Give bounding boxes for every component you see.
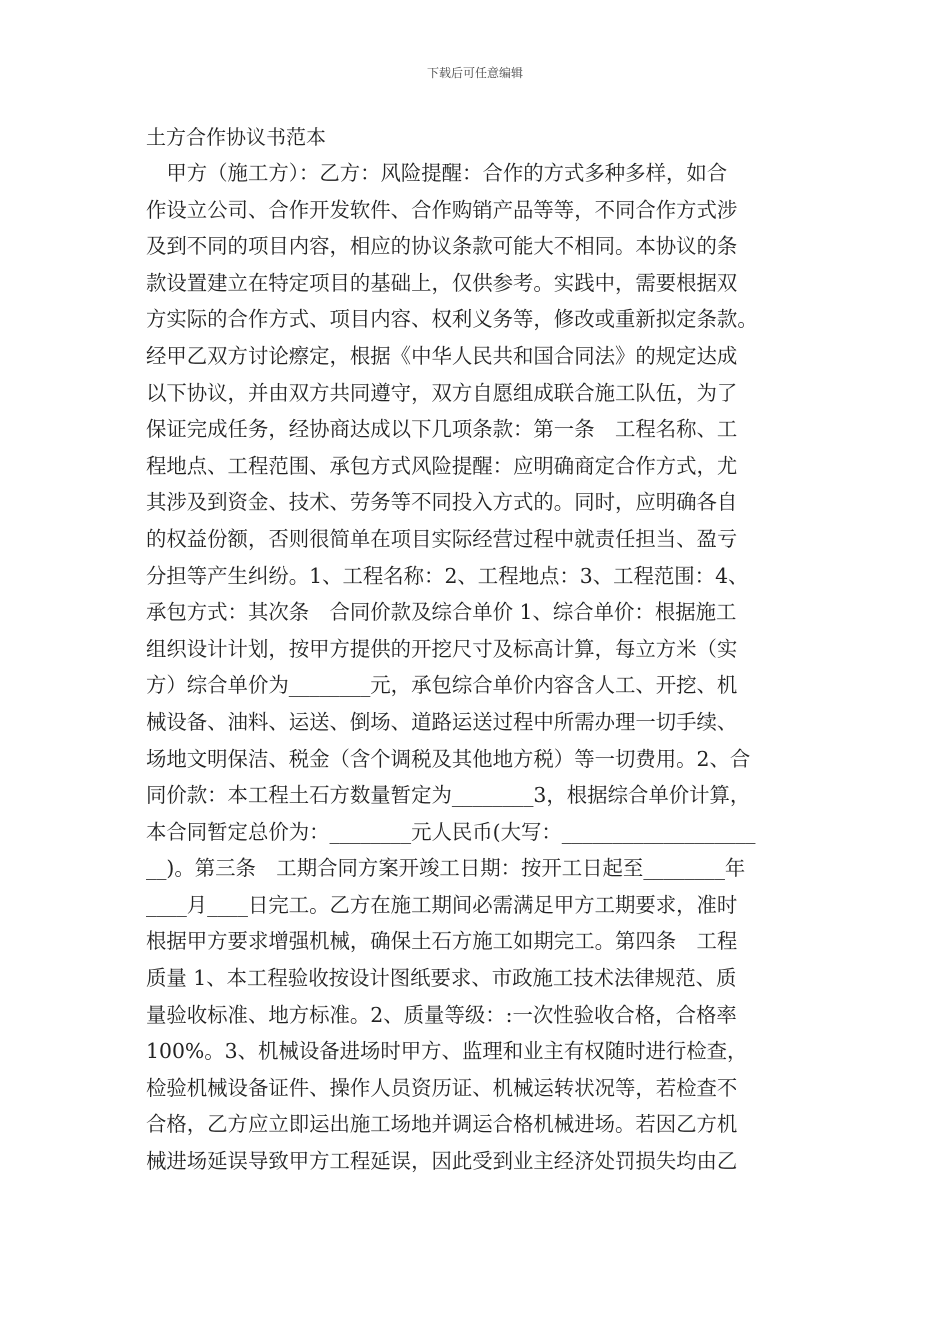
document-body [146, 155, 806, 1180]
body-text-line: __)。第三条 工期合同方案开竣工日期：按开工日起至________年 [146, 856, 746, 881]
body-text-line: 以下协议，并由双方共同遵守，双方自愿组成联合施工队伍，为了 [146, 380, 738, 405]
body-text-line: 其涉及到资金、技术、劳务等不同投入方式的。同时，应明确各自 [146, 490, 738, 515]
body-text-line: 经甲乙双方讨论瘵定，根据《中华人民共和国合同法》的规定达成 [146, 343, 738, 368]
body-text-line: 场地文明保洁、税金（含个调税及其他地方税）等一切费用。2、合 [146, 746, 751, 771]
body-text-line: 款设置建立在特定项目的基础上，仅供参考。实践中，需要根据双 [146, 270, 738, 295]
body-text-line: 量验收标准、地方标准。2、质量等级：:一次性验收合格，合格率 [146, 1002, 737, 1027]
body-text-line: 作设立公司、合作开发软件、合作购销产品等等，不同合作方式涉 [146, 197, 738, 222]
body-text-line: 100%。3、机械设备进场时甲方、监理和业主有权随时进行检查， [146, 1039, 748, 1064]
body-text-line: 械设备、油料、运送、倒场、道路运送过程中所需办理一切手续、 [146, 709, 738, 734]
body-text-line: 械进场延误导致甲方工程延误，因此受到业主经济处罚损失均由乙 [146, 1149, 738, 1174]
document-title: 土方合作协议书范本 [146, 125, 326, 149]
body-text-line: 质量 1、本工程验收按设计图纸要求、市政施工技术法律规范、质 [146, 966, 737, 991]
body-text-line: 合格，乙方应立即运出施工场地并调运合格机械进场。若因乙方机 [146, 1112, 738, 1137]
body-text-line: 保证完成任务，经协商达成以下几项条款：第一条 工程名称、工 [146, 417, 738, 442]
body-text-line: 同价款：本工程土石方数量暂定为________3，根据综合单价计算， [146, 783, 751, 808]
body-text-line: ____月____日完工。乙方在施工期间必需满足甲方工期要求，准时 [146, 892, 738, 917]
body-text-line: 分担等产生纠纷。1、工程名称：2、工程地点：3、工程范围：4、 [146, 563, 749, 588]
body-text-line: 本合同暂定总价为：________元人民币(大写：___________________ [146, 819, 756, 844]
body-text-line: 程地点、工程范围、承包方式风险提醒：应明确商定合作方式，尤 [146, 453, 738, 478]
body-text-line: 的权益份额，否则很简单在项目实际经营过程中就责任担当、盈亏 [146, 526, 738, 551]
body-text-line: 方实际的合作方式、项目内容、权利义务等，修改或重新拟定条款。 [146, 307, 758, 332]
body-text-line: 根据甲方要求增强机械，确保土石方施工如期完工。第四条 工程 [146, 929, 738, 954]
body-text-line: 组织设计计划，按甲方提供的开挖尺寸及标高计算，每立方米（实 [146, 636, 738, 661]
body-text-line: 承包方式：其次条 合同价款及综合单价 1、综合单价：根据施工 [146, 600, 737, 625]
body-text-line: 及到不同的项目内容，相应的协议条款可能大不相同。本协议的条 [146, 234, 738, 259]
body-text-line: 检验机械设备证件、操作人员资历证、机械运转状况等，若检查不 [146, 1075, 738, 1100]
body-text-line: 方）综合单价为________元，承包综合单价内容含人工、开挖、机 [146, 673, 738, 698]
page-header: 下载后可任意编辑 [426, 66, 523, 80]
body-text-line: 甲方（施工方）：乙方：风险提醒：合作的方式多种多样，如合 [146, 161, 728, 185]
